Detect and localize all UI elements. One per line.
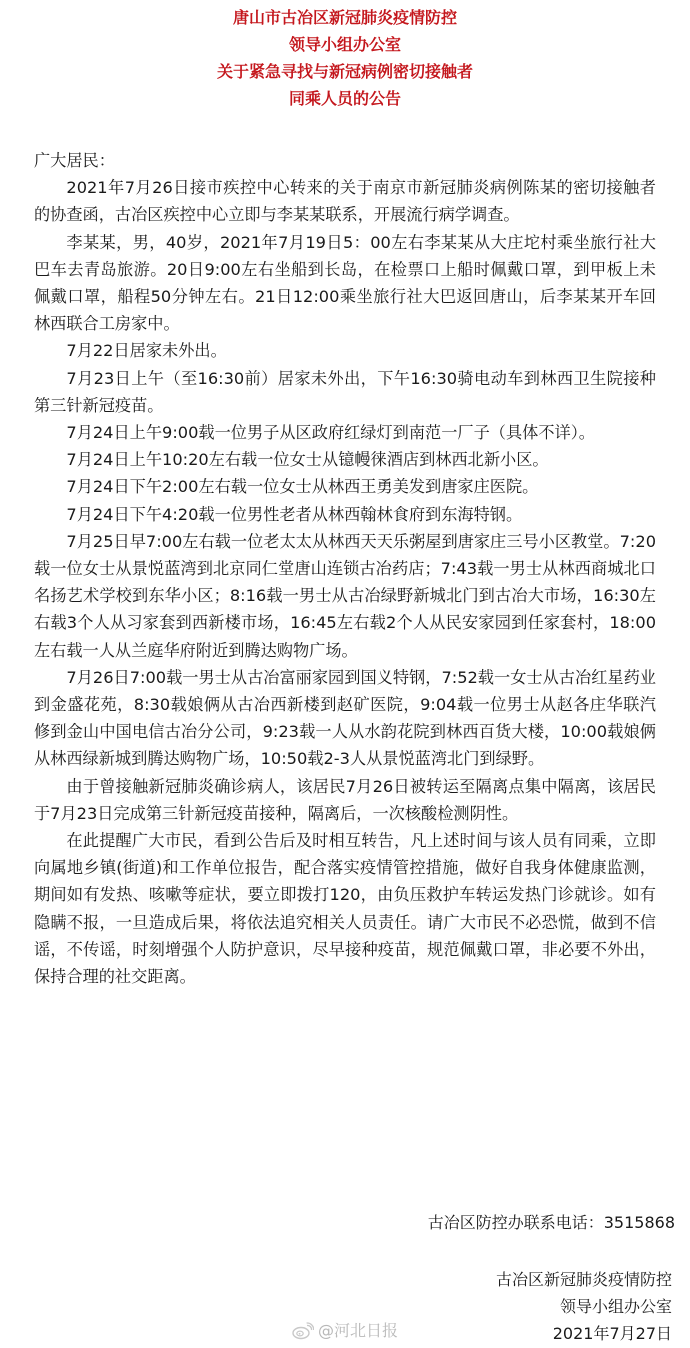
contact-phone: 古冶区防控办联系电话：3515868 [427,1213,675,1232]
announcement-body [34,147,656,990]
paragraph-intro: 2021年7月26日接市疾控中心转来的关于南京市新冠肺炎病例陈某的密切接触者的协查函，古冶区疾控中心立即与李某某联系，开展流行病学调查。 [34,178,656,225]
paragraph-july24-a: 7月24日上午9:00载一位男子从区政府红绿灯到南范一厂子（具体不详）。 [66,423,595,443]
paragraph-isolation: 由于曾接触新冠肺炎确诊病人，该居民7月26日被转运至隔离点集中隔离，该居民于7月23日完成第三针新冠疫苗接种，隔离后，一次核酸检测阴性。 [34,776,656,823]
announcement-title [0,4,690,112]
paragraph-reminder: 在此提醒广大市民，看到公告后及时相互转告，凡上述时间与该人员有同乘，立即向属地乡镇(街道)和工作单位报告，配合落实疫情管控措施，做好自我身体健康监测，期间如有发热、咳嗽等症状，要立即拨打120，由负压救护车转运发热门诊就诊。如有隐瞒不报，一旦造成后果，将依法追究相关人员责任。请广大市民不必恐慌，做到不信谣，不传谣，时刻增强个人防护意识，尽早接种疫苗，规范佩戴口罩，非必要不外出，保持合理的社交距离。 [34,831,656,987]
paragraph-july24-b: 7月24日上午10:20左右载一位女士从镱幔徕酒店到林西北新小区。 [66,450,549,470]
signature-date: 2021年7月27日 [552,1324,672,1343]
weibo-watermark [292,1320,398,1342]
title-line-4: 同乘人员的公告 [288,89,401,108]
paragraph-july23: 7月23日上午（至16:30前）居家未外出，下午16:30骑电动车到林西卫生院接种第三针新冠疫苗。 [34,368,656,415]
paragraph-july26: 7月26日7:00载一男士从古冶富丽家园到国义特钢，7:52载一女士从古冶红星药业到金盛花苑，8:30载娘俩从古冶西新楼到赵矿医院，9:04载一位男士从赵各庄华联汽修到金山中国电信古冶分公司，9:23载一人从水韵花院到林西百货大楼，10:00载娘俩从林西绿新城到腾达购物广场，10:50载2-3人从景悦蓝湾北门到绿野。 [34,667,656,769]
paragraph-july24-c: 7月24日下午2:00左右载一位女士从林西王勇美发到唐家庄医院。 [66,477,539,497]
title-line-1: 唐山市古冶区新冠肺炎疫情防控 [232,8,457,27]
signature-block [496,1266,672,1347]
salutation: 广大居民： [34,151,115,170]
title-line-2: 领导小组办公室 [288,35,401,54]
paragraph-july25: 7月25日早7:00左右载一位老太太从林西天天乐粥屋到唐家庄三号小区教堂。7:20载一位女士从景悦蓝湾到北京同仁堂唐山连锁古冶药店；7:43载一男士从林西商城北口名扬艺术学校到东华小区；8:16载一男士从古冶绿野新城北门到古冶大市场，16:30左右载3个人从习家套到西新楼市场，16:45左右载2个人从民安家园到任家套村，18:00左右载一人从兰庭华府附近到腾达购物广场。 [34,531,656,660]
paragraph-travel: 李某某，男，40岁，2021年7月19日5：00左右李某某从大庄坨村乘坐旅行社大巴车去青岛旅游。20日9:00左右坐船到长岛，在检票口上船时佩戴口罩，到甲板上未佩戴口罩，船程50分钟左右。21日12:00乘坐旅行社大巴返回唐山，后李某某开车回林西联合工房家中。 [34,232,656,334]
paragraph-july22: 7月22日居家未外出。 [66,341,227,361]
signature-org-line2: 领导小组办公室 [559,1297,672,1316]
paragraph-july24-d: 7月24日下午4:20载一位男性老者从林西翰林食府到东海特钢。 [66,504,523,524]
title-line-3: 关于紧急寻找与新冠病例密切接触者 [216,62,473,81]
signature-org-line1: 古冶区新冠肺炎疫情防控 [495,1270,672,1289]
weibo-icon [292,1322,314,1340]
watermark-text: @河北日报 [318,1321,399,1340]
